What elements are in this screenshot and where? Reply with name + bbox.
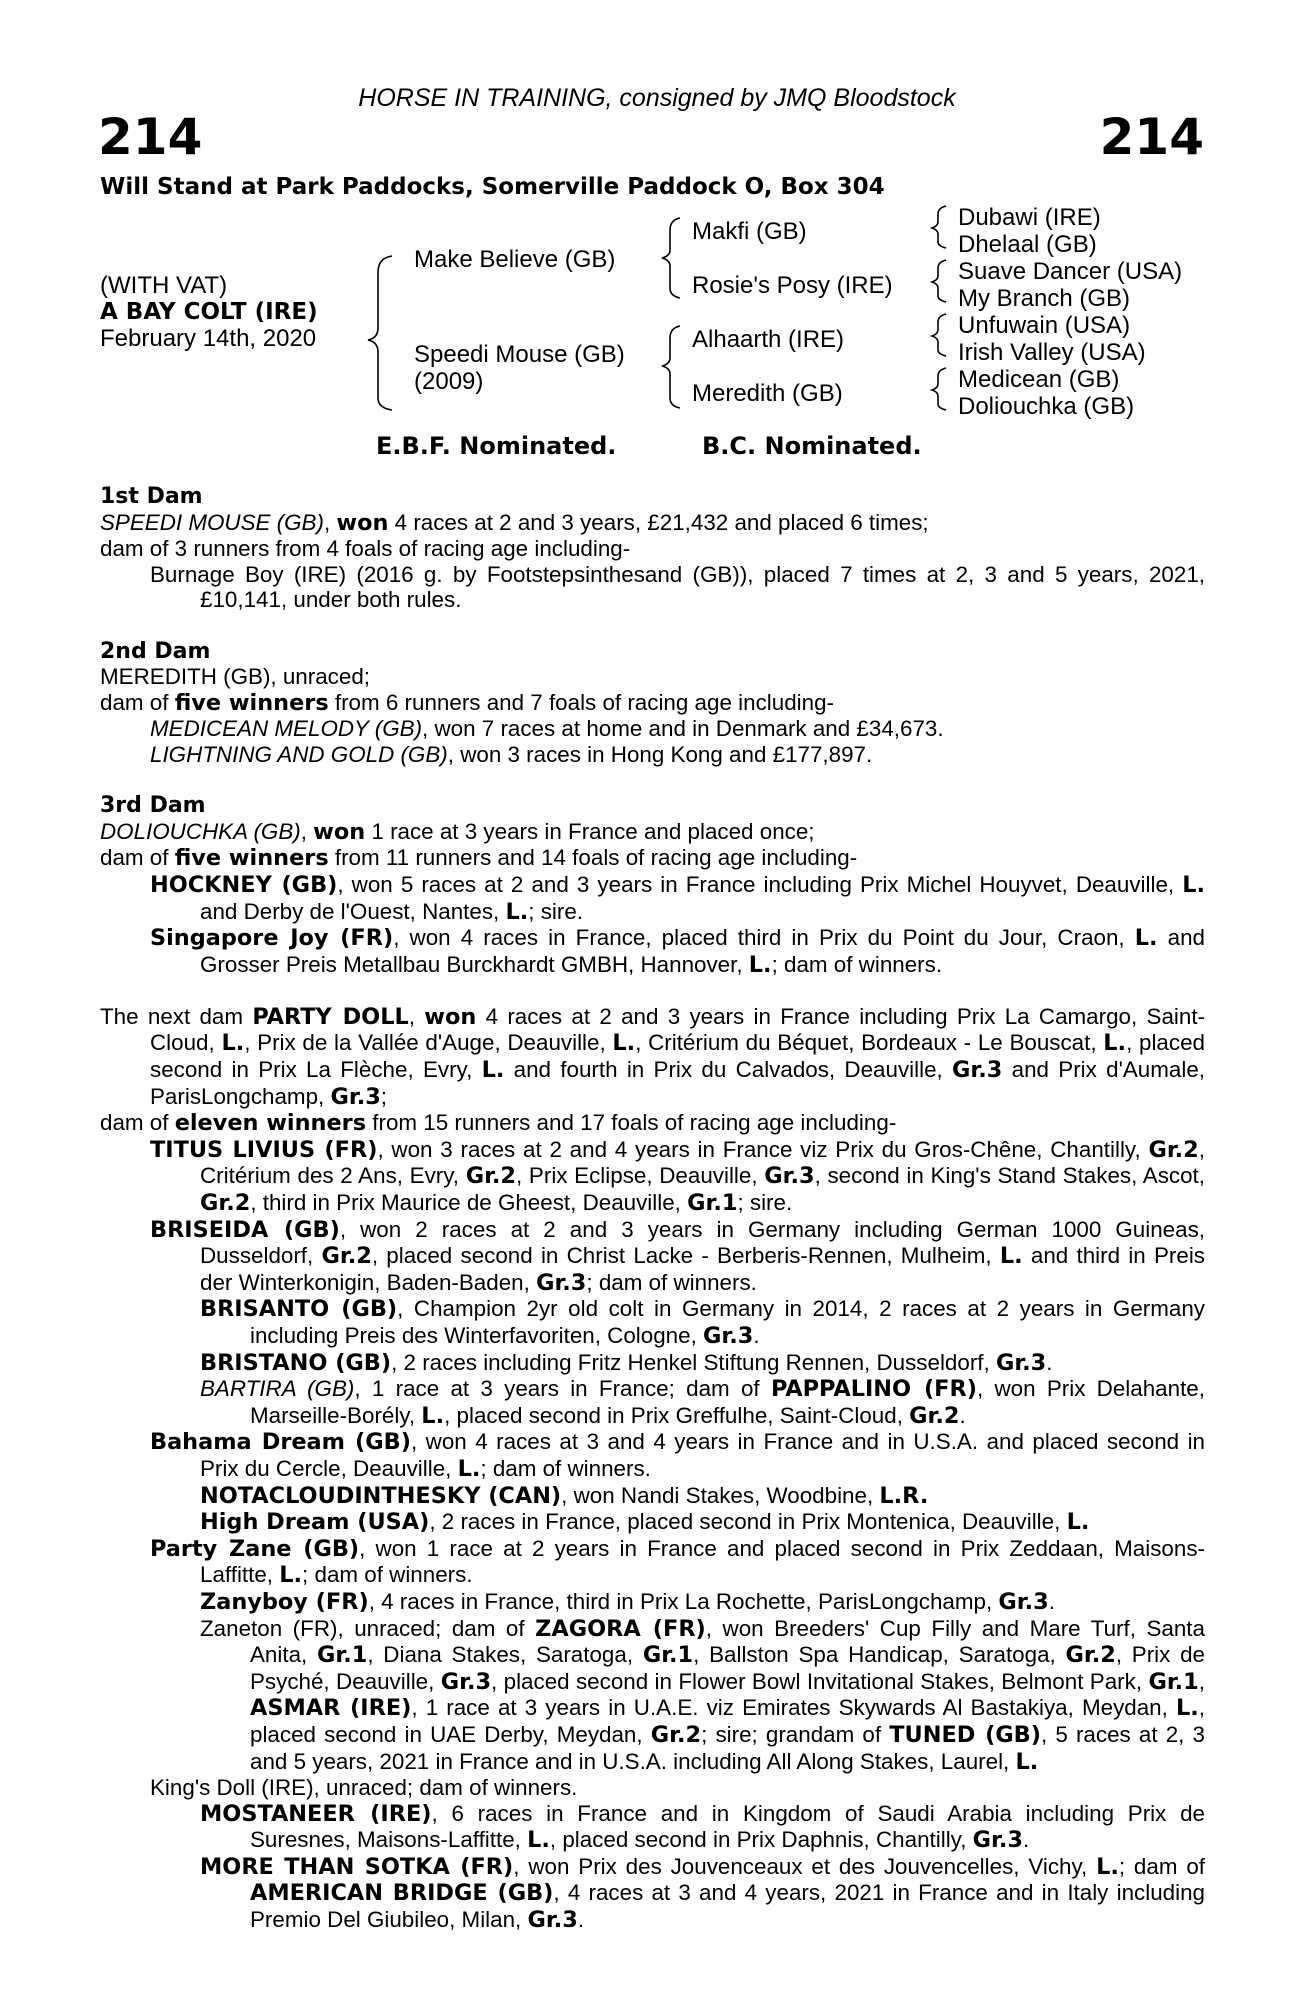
next-dam-progeny: King's Doll (IRE), unraced; dam of winners. <box>150 1775 578 1801</box>
pedigree-dam: Speedi Mouse (GB) <box>414 341 625 368</box>
pedigree-g3-2: Dhelaal (GB) <box>958 231 1097 258</box>
pedigree-g3-5: Unfuwain (USA) <box>958 312 1131 339</box>
pedigree-dam-sire: Alhaarth (IRE) <box>692 326 845 353</box>
bc-nomination: B.C. Nominated. <box>702 432 922 460</box>
stand-location: Will Stand at Park Paddocks, Somerville Paddock O, Box 304 <box>100 174 885 200</box>
next-dam-progeny: BRISEIDA (GB), won 2 races at 2 and 3 years in Germany including German 1000 Guineas, Dusseldorf, Gr.2, placed second in Christ Lacke - Berberis-Rennen, Mulheim, L. and third in Preis der Winterkonigin, Baden-Baden, Gr.3; dam of winners. <box>150 1216 1206 1296</box>
second-dam-progeny: MEDICEAN MELODY (GB), won 7 races at home and in Denmark and £34,673. <box>150 716 944 742</box>
next-dam-line: The next dam PARTY DOLL, won 4 races at 2 and 3 years in France including Prix La Camargo, Saint-Cloud, L., Prix de la Vallée d'Auge, Deauville, L., Critérium du Béquet, Bordeaux - Le Bouscat, L., placed second in Prix La Flèche, Evry, L. and fourth in Prix du Calvados, Deauville, Gr.3 and Prix d'Aumale, ParisLongchamp, Gr.3; <box>100 1003 1205 1110</box>
first-dam-produce-summary: dam of 3 runners from 4 foals of racing age including- <box>100 536 631 562</box>
pedigree-g3-8: Doliouchka (GB) <box>958 393 1135 420</box>
lot-number-left: 214 <box>98 108 203 166</box>
pedigree-sire-sire: Makfi (GB) <box>692 218 807 245</box>
horse-name: A BAY COLT (IRE) <box>100 299 318 325</box>
lot-number-right: 214 <box>1099 108 1204 166</box>
third-dam-progeny: Singapore Joy (FR), won 4 races in France, placed third in Prix du Point du Jour, Craon, L. and Grosser Preis Metallbau Burckhardt GMBH, Hannover, L.; dam of winners. <box>150 925 1205 978</box>
pedigree-g3-1: Dubawi (IRE) <box>958 204 1101 231</box>
third-dam-progeny: HOCKNEY (GB), won 5 races at 2 and 3 years in France including Prix Michel Houyvet, Deauville, L. and Derby de l'Ouest, Nantes, L.; sire. <box>150 871 1205 925</box>
grand-progeny: BARTIRA (GB), 1 race at 3 years in France; dam of PAPPALINO (FR), won Prix Delahante, Marseille-Borély, L., placed second in Prix Greffulhe, Saint-Cloud, Gr.2. <box>200 1376 1205 1429</box>
grand-progeny: High Dream (USA), 2 races in France, placed second in Prix Montenica, Deauville, L. <box>200 1509 1090 1536</box>
catalogue-body <box>100 484 1205 1934</box>
vat-note: (WITH VAT) <box>100 272 228 299</box>
ebf-nomination: E.B.F. Nominated. <box>376 432 617 460</box>
pedigree-g3-7: Medicean (GB) <box>958 366 1120 393</box>
grand-progeny: NOTACLOUDINTHESKY (CAN), won Nandi Stakes, Woodbine, L.R. <box>200 1482 929 1509</box>
next-dam-progeny: Party Zane (GB), won 1 race at 2 years in France and placed second in Prix Zeddaan, Maisons-Laffitte, L.; dam of winners. <box>150 1535 1205 1589</box>
pedigree-dam-dam: Meredith (GB) <box>692 380 843 407</box>
pedigree-sire: Make Believe (GB) <box>414 246 616 273</box>
pedigree-dam-year: (2009) <box>414 368 484 395</box>
next-dam-progeny: TITUS LIVIUS (FR), won 3 races at 2 and 4 years in France viz Prix du Gros-Chêne, Chantilly, Gr.2, Critérium des 2 Ans, Evry, Gr.2, Prix Eclipse, Deauville, Gr.3, second in King's Stand Stakes, Ascot, Gr.2, third in Prix Maurice de Gheest, Deauville, Gr.1; sire. <box>150 1136 1205 1217</box>
third-dam-heading: 3rd Dam <box>100 793 206 819</box>
pedigree-g3-6: Irish Valley (USA) <box>958 339 1146 366</box>
next-dam-produce-summary: dam of eleven winners from 15 runners and 17 foals of racing age including- <box>100 1110 897 1137</box>
second-dam-heading: 2nd Dam <box>100 638 211 664</box>
second-dam-line: MEREDITH (GB), unraced; <box>100 664 370 690</box>
third-dam-line: DOLIOUCHKA (GB), won 1 race at 3 years in France and placed once; <box>100 818 815 845</box>
grand-progeny: BRISTANO (GB), 2 races including Fritz Henkel Stiftung Rennen, Dusseldorf, Gr.3. <box>200 1349 1053 1376</box>
grand-progeny: Zanyboy (FR), 4 races in France, third in Prix La Rochette, ParisLongchamp, Gr.3. <box>200 1588 1055 1615</box>
next-dam-progeny: Bahama Dream (GB), won 4 races at 3 and 4 years in France and in U.S.A. and placed second in Prix du Cercle, Deauville, L.; dam of winners. <box>150 1429 1206 1482</box>
grand-progeny: BRISANTO (GB), Champion 2yr old colt in Germany in 2014, 2 races at 2 years in Germany including Preis des Winterfavoriten, Cologne, Gr.3. <box>200 1296 1205 1349</box>
pedigree-g3-3: Suave Dancer (USA) <box>958 258 1183 285</box>
third-dam-produce-summary: dam of five winners from 11 runners and 14 foals of racing age including- <box>100 845 858 872</box>
grand-progeny: MOSTANEER (IRE), 6 races in France and in Kingdom of Saudi Arabia including Prix de Suresnes, Maisons-Laffitte, L., placed second in Prix Daphnis, Chantilly, Gr.3. <box>200 1800 1205 1854</box>
first-dam-line: SPEEDI MOUSE (GB), won 4 races at 2 and 3 years, £21,432 and placed 6 times; <box>100 509 929 536</box>
grand-progeny: MORE THAN SOTKA (FR), won Prix des Jouvenceaux et des Jouvencelles, Vichy, L.; dam of AMERICAN BRIDGE (GB), 4 races at 3 and 4 years, 2021 in France and in Italy including Premio Del Giubileo, Milan, Gr.3. <box>200 1853 1206 1934</box>
grand-progeny: Zaneton (FR), unraced; dam of ZAGORA (FR), won Breeders' Cup Filly and Mare Turf, Santa Anita, Gr.1, Diana Stakes, Saratoga, Gr.1, Ballston Spa Handicap, Saratoga, Gr.2, Prix de Psyché, Deauville, Gr.3, placed second in Flower Bowl Invitational Stakes, Belmont Park, Gr.1, ASMAR (IRE), 1 race at 3 years in U.A.E. viz Emirates Skywards Al Bastakiya, Meydan, L., placed second in UAE Derby, Meydan, Gr.2; sire; grandam of TUNED (GB), 5 races at 2, 3 and 5 years, 2021 in France and in U.S.A. including All Along Stakes, Laurel, L. <box>200 1615 1205 1775</box>
foaling-date: February 14th, 2020 <box>100 325 317 352</box>
pedigree-g3-4: My Branch (GB) <box>958 285 1131 312</box>
consignment-header: HORSE IN TRAINING, consigned by JMQ Bloodstock <box>358 84 956 112</box>
first-dam-heading: 1st Dam <box>100 484 203 509</box>
second-dam-progeny: LIGHTNING AND GOLD (GB), won 3 races in Hong Kong and £177,897. <box>150 741 873 767</box>
first-dam-progeny: Burnage Boy (IRE) (2016 g. by Footstepsinthesand (GB)), placed 7 times at 2, 3 and 5 years, 2021, £10,141, under both rules. <box>150 561 1205 613</box>
second-dam-produce-summary: dam of five winners from 6 runners and 7 foals of racing age including- <box>100 689 834 716</box>
pedigree-sire-dam: Rosie's Posy (IRE) <box>692 272 893 299</box>
